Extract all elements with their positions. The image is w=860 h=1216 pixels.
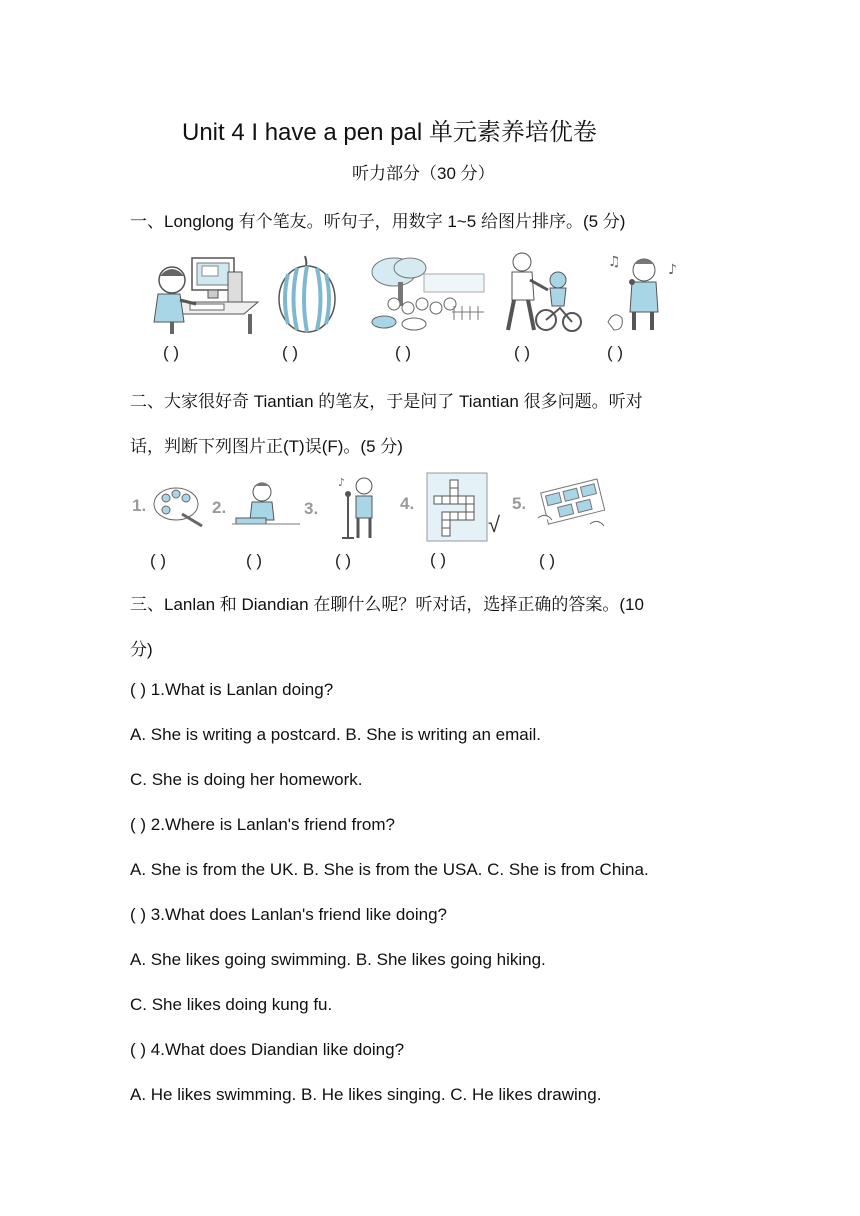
- question-1-options-ab: A. She is writing a postcard. B. She is writing an email.: [130, 725, 542, 744]
- section3-heading-line1: 三、Lanlan 和 Diandian 在聊什么呢？听对话，选择正确的答案。(10: [130, 595, 644, 614]
- page-title: Unit 4 I have a pen pal 单元素养培优卷: [182, 119, 597, 146]
- question-3-options-ab: A. She likes going swimming. B. She likes going hiking.: [130, 950, 546, 969]
- blank-4[interactable]: ( ): [514, 343, 531, 362]
- question-4-options: A. He likes swimming. B. He likes singing. C. He likes drawing.: [130, 1085, 602, 1104]
- section3-heading-line2: 分): [130, 640, 153, 659]
- item-number-1: 1.: [132, 496, 147, 515]
- check-mark: √: [488, 512, 501, 537]
- question-1-option-c: C. She is doing her homework.: [130, 770, 363, 789]
- section2-heading-line1: 二、大家很好奇 Tiantian 的笔友，于是问了 Tiantian 很多问题。听对: [130, 392, 643, 411]
- blank-s2-2[interactable]: ( ): [246, 551, 263, 570]
- svg-text:♪: ♪: [668, 262, 677, 278]
- section2-heading-line2: 话，判断下列图片正(T)误(F)。(5 分): [130, 437, 403, 456]
- blank-s2-3[interactable]: ( ): [335, 551, 352, 570]
- svg-text:♪: ♪: [338, 476, 346, 489]
- boy-microphone-icon: [336, 474, 384, 540]
- blank-1[interactable]: ( ): [163, 343, 180, 362]
- chinese-cards-icon: [536, 478, 606, 528]
- question-3-option-c: C. She likes doing kung fu.: [130, 995, 333, 1014]
- blank-s2-4[interactable]: ( ): [430, 550, 447, 569]
- blank-2[interactable]: ( ): [282, 343, 299, 362]
- question-1: ( ) 1.What is Lanlan doing?: [130, 680, 334, 699]
- watermelon-icon: [276, 252, 338, 336]
- blank-s2-1[interactable]: ( ): [150, 551, 167, 570]
- blank-5[interactable]: ( ): [607, 343, 624, 362]
- item-number-4: 4.: [400, 494, 415, 513]
- blank-s2-5[interactable]: ( ): [539, 551, 556, 570]
- boy-reading-icon: [232, 480, 302, 530]
- boy-computer-icon: [140, 252, 265, 337]
- boy-singing-icon: [604, 252, 684, 334]
- question-3: ( ) 3.What does Lanlan's friend like doing?: [130, 905, 447, 924]
- section1-heading: 一、Longlong 有个笔友。听句子，用数字 1~5 给图片排序。(5 分): [130, 212, 626, 231]
- farm-scene-icon: [364, 254, 488, 334]
- page-subtitle: 听力部分（30 分）: [352, 164, 495, 183]
- paint-palette-icon: [152, 484, 204, 528]
- item-number-3: 3.: [304, 499, 319, 518]
- question-4: ( ) 4.What does Diandian like doing?: [130, 1040, 405, 1059]
- blank-3[interactable]: ( ): [395, 343, 412, 362]
- crossword-icon: [426, 472, 488, 542]
- father-son-bike-icon: [500, 250, 584, 334]
- item-number-5: 5.: [512, 494, 527, 513]
- svg-text:♫: ♫: [608, 254, 621, 270]
- question-2: ( ) 2.Where is Lanlan's friend from?: [130, 815, 395, 834]
- item-number-2: 2.: [212, 498, 227, 517]
- question-2-options: A. She is from the UK. B. She is from the USA. C. She is from China.: [130, 860, 649, 879]
